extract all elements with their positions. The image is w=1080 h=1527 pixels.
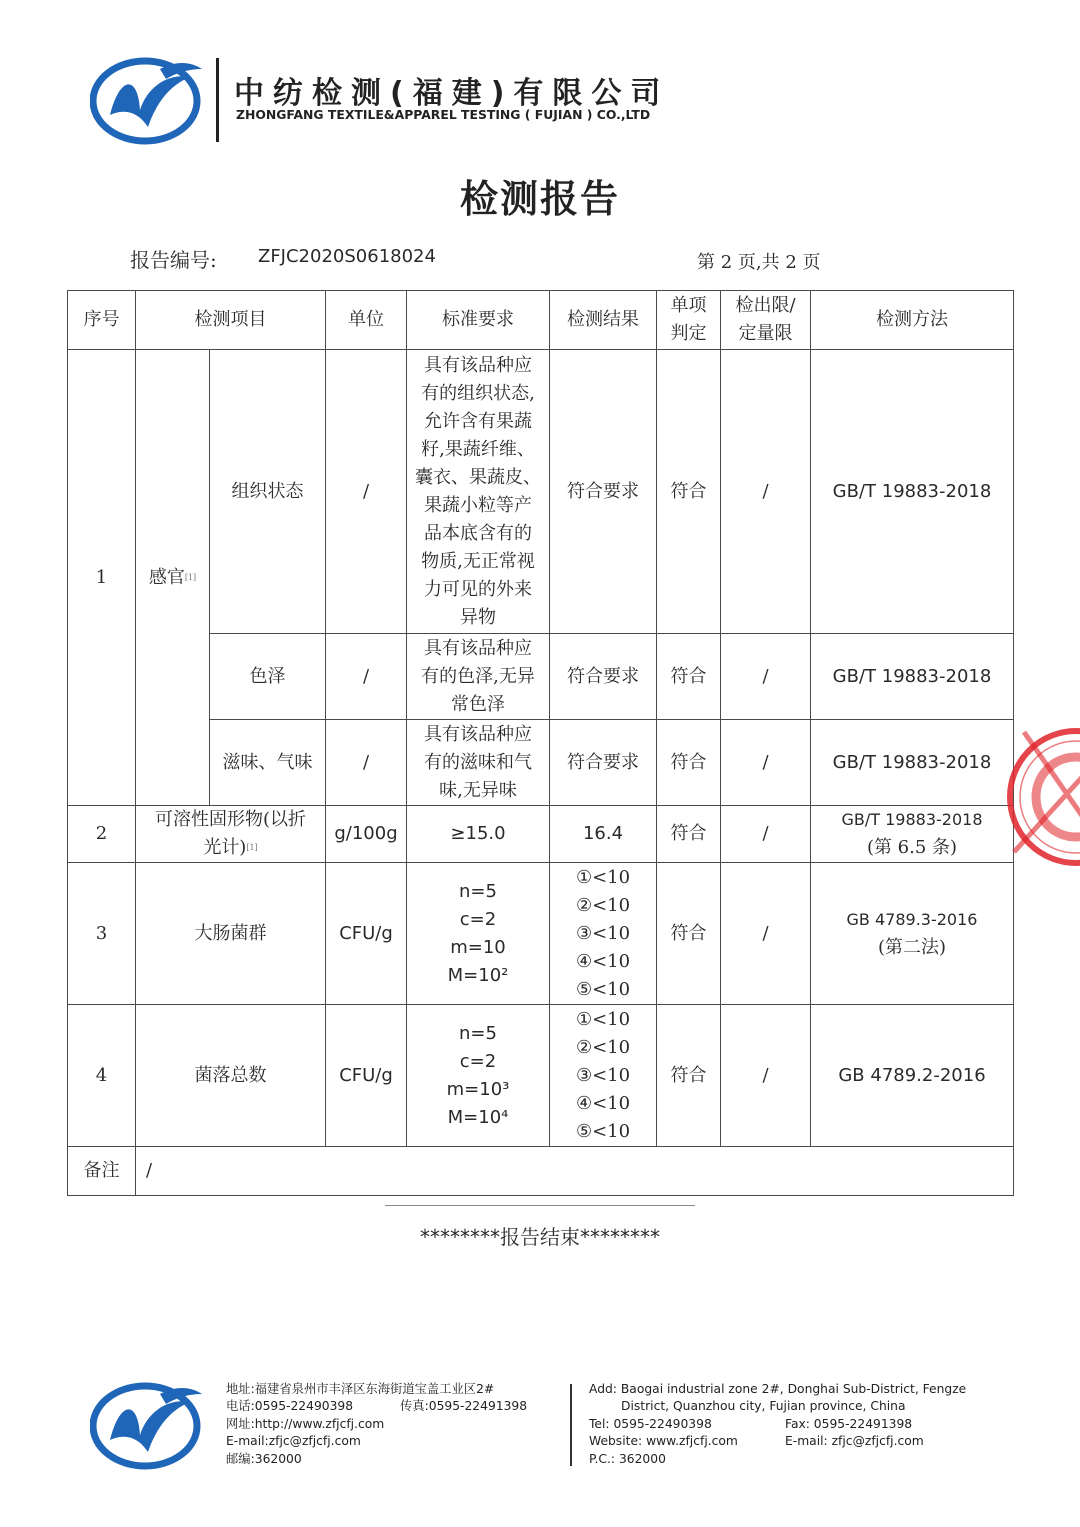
result-line: ①<10 [575, 866, 631, 888]
row3-judge: 符合 [657, 863, 721, 1005]
row1a-result: 符合要求 [550, 350, 657, 634]
footer-addr-line [226, 1381, 494, 1398]
report-no-value: ZFJC2020S0618024 [258, 246, 436, 267]
row4-results [550, 1005, 657, 1147]
row1b-method: GB/T 19883-2018 [811, 634, 1014, 720]
std-line: 有的色泽,无异 [421, 665, 535, 687]
footer-divider [570, 1384, 572, 1466]
header-limit-l1: 检出限/ [735, 295, 796, 316]
std-line: c=2 [459, 1050, 497, 1072]
header-limit [721, 291, 811, 350]
row2-method [811, 806, 1014, 863]
note-row [68, 1147, 1014, 1196]
row4-method: GB 4789.2-2016 [811, 1005, 1014, 1147]
row2-judge: 符合 [657, 806, 721, 863]
row1b-result: 符合要求 [550, 634, 657, 720]
std-line: 有的组织状态, [421, 382, 535, 404]
std-line: 品本底含有的 [424, 522, 532, 544]
header-unit: 单位 [326, 291, 407, 350]
row2-method-l2: (第 6.5 条) [866, 837, 958, 858]
header-judge-l1: 单项 [670, 295, 707, 316]
header-method: 检测方法 [811, 291, 1014, 350]
value: Fax: 0595-22491398 [785, 1416, 913, 1431]
label: 地址: [226, 1382, 255, 1396]
company-logo-icon [90, 55, 205, 145]
row1-group-mark: [1] [184, 572, 197, 582]
value: 0595-22490398 [254, 1399, 354, 1414]
footer-en-tel-line [589, 1416, 966, 1433]
row2-std: ≥15.0 [407, 806, 550, 863]
label: 邮编: [226, 1451, 255, 1466]
row1a-judge: 符合 [657, 350, 721, 634]
row1c-item: 滋味、气味 [210, 720, 326, 806]
std-line: 具有该品种应 [424, 723, 532, 745]
result-line: ⑤<10 [575, 978, 631, 1000]
row1c-unit: / [326, 720, 407, 806]
row3-method-l2: (第二法) [877, 936, 947, 958]
footer-web-line [226, 1416, 494, 1433]
end-of-report: ********报告结束******** [420, 1225, 660, 1249]
footer-en-web-line [589, 1433, 966, 1450]
note-value: / [136, 1147, 1014, 1196]
row1b-limit: / [721, 634, 811, 720]
std-line: 味,无异味 [439, 779, 517, 801]
row3-item: 大肠菌群 [136, 863, 326, 1005]
header-row [68, 291, 1014, 350]
row1-group [136, 350, 210, 806]
std-line: 允许含有果蔬 [424, 410, 532, 432]
row1a-unit: / [326, 350, 407, 634]
header-judge-l2: 判定 [670, 323, 707, 344]
value: zfjc@zfjcfj.com [268, 1434, 361, 1449]
row4-no: 4 [68, 1005, 136, 1147]
result-line: ④<10 [575, 1092, 631, 1114]
std-line: 囊衣、果蔬皮、 [415, 466, 541, 488]
std-line: M=10⁴ [447, 1106, 509, 1128]
value: 0595-22491398 [428, 1399, 528, 1414]
row3-unit: CFU/g [326, 863, 407, 1005]
footer-logo-icon [90, 1380, 205, 1470]
footer-contact-en [589, 1381, 966, 1468]
value: http://www.zfjcfj.com [254, 1416, 385, 1431]
label: E-mail: [226, 1434, 269, 1449]
std-line: n=5 [459, 880, 497, 902]
std-line: 具有该品种应 [424, 354, 532, 376]
row1c-judge: 符合 [657, 720, 721, 806]
label: 传真: [400, 1399, 429, 1414]
footer-mail-line [226, 1433, 494, 1450]
std-line: 异物 [460, 606, 496, 628]
header-no: 序号 [68, 291, 136, 350]
std-line: 籽,果蔬纤维、 [421, 438, 535, 460]
result-line: ①<10 [575, 1008, 631, 1030]
std-line: 果蔬小粒等产 [424, 494, 532, 516]
row3-method [811, 863, 1014, 1005]
std-line: 物质,无正常视 [421, 550, 535, 572]
row2-unit: g/100g [326, 806, 407, 863]
footer-en-addr-2: District, Quanzhou city, Fujian province, China [621, 1399, 906, 1414]
header-limit-l2: 定量限 [738, 323, 793, 344]
row1a-item: 组织状态 [210, 350, 326, 634]
row2-no: 2 [68, 806, 136, 863]
row1c-result: 符合要求 [550, 720, 657, 806]
footer-post-line [226, 1451, 494, 1468]
header-divider [216, 58, 219, 142]
row1a-limit: / [721, 350, 811, 634]
header-result: 检测结果 [550, 291, 657, 350]
page-info: 第 2 页,共 2 页 [697, 252, 821, 273]
report-no-label: 报告编号: [130, 248, 217, 272]
report-title: 检测报告 [459, 177, 620, 221]
row1-no: 1 [68, 350, 136, 806]
value: Website: www.zfjcfj.com [589, 1434, 738, 1449]
footer-en-post: P.C.: 362000 [589, 1451, 666, 1466]
row4-unit: CFU/g [326, 1005, 407, 1147]
row1c-limit: / [721, 720, 811, 806]
results-table [67, 290, 1014, 1196]
value: 福建省泉州市丰泽区东海街道宝盖工业区2# [254, 1382, 495, 1396]
std-line: m=10 [450, 936, 506, 958]
row1-group-label: 感官 [148, 566, 185, 588]
header-std: 标准要求 [407, 291, 550, 350]
row2-item-l1: 可溶性固形物(以折 [154, 809, 307, 830]
row1b-judge: 符合 [657, 634, 721, 720]
row3-method-l1: GB 4789.3-2016 [846, 909, 978, 929]
std-line: 具有该品种应 [424, 637, 532, 659]
row2-item-l2: 光计) [203, 837, 247, 858]
row4-item: 菌落总数 [136, 1005, 326, 1147]
value: Tel: 0595-22490398 [589, 1416, 712, 1431]
row4-std [407, 1005, 550, 1147]
row1a-method: GB/T 19883-2018 [811, 350, 1014, 634]
table-row [68, 720, 1014, 806]
value: 362000 [254, 1451, 302, 1466]
result-line: ④<10 [575, 950, 631, 972]
row4-limit: / [721, 1005, 811, 1147]
std-line: 有的滋味和气 [424, 751, 532, 773]
header-item: 检测项目 [136, 291, 326, 350]
value: E-mail: zfjc@zfjcfj.com [785, 1434, 924, 1449]
row1b-item: 色泽 [210, 634, 326, 720]
std-line: m=10³ [446, 1078, 510, 1100]
footer-contact-cn [226, 1381, 528, 1468]
row1b-unit: / [326, 634, 407, 720]
result-line: ③<10 [575, 1064, 631, 1086]
table-row [68, 1005, 1014, 1147]
row1c-std [407, 720, 550, 806]
table-row [68, 634, 1014, 720]
std-line: M=10² [447, 964, 509, 986]
table-row [68, 806, 1014, 863]
result-line: ③<10 [575, 922, 631, 944]
note-label: 备注 [68, 1147, 136, 1196]
result-line: ⑤<10 [575, 1120, 631, 1142]
row3-limit: / [721, 863, 811, 1005]
std-line: 常色泽 [451, 693, 505, 715]
row4-judge: 符合 [657, 1005, 721, 1147]
footer-en-addr-1: Add: Baogai industrial zone 2#, Donghai Sub-District, Fengze [589, 1382, 967, 1396]
std-line: n=5 [459, 1022, 497, 1044]
row2-item-mark: [1] [246, 843, 258, 852]
table-row [68, 350, 1014, 634]
footer-tel-line [226, 1398, 528, 1415]
row1c-method: GB/T 19883-2018 [811, 720, 1014, 806]
result-line: ②<10 [575, 1036, 631, 1058]
std-line: 力可见的外来 [424, 578, 532, 600]
row1a-std [407, 350, 550, 634]
end-divider [385, 1205, 695, 1206]
row3-no: 3 [68, 863, 136, 1005]
table-row [68, 863, 1014, 1005]
row2-method-l1: GB/T 19883-2018 [841, 810, 983, 829]
row3-std [407, 863, 550, 1005]
row2-limit: / [721, 806, 811, 863]
official-stamp-icon [1004, 722, 1080, 872]
result-line: ②<10 [575, 894, 631, 916]
company-name-en: ZHONGFANG TEXTILE&APPAREL TESTING ( FUJIAN ) CO.,LTD [236, 107, 651, 122]
row1b-std [407, 634, 550, 720]
label: 电话: [226, 1399, 255, 1414]
header-judge [657, 291, 721, 350]
row3-results [550, 863, 657, 1005]
row2-result: 16.4 [550, 806, 657, 863]
label: 网址: [226, 1416, 255, 1431]
std-line: c=2 [459, 908, 497, 930]
company-name-cn: 中纺检测(福建)有限公司 [234, 76, 670, 111]
row2-item [136, 806, 326, 863]
